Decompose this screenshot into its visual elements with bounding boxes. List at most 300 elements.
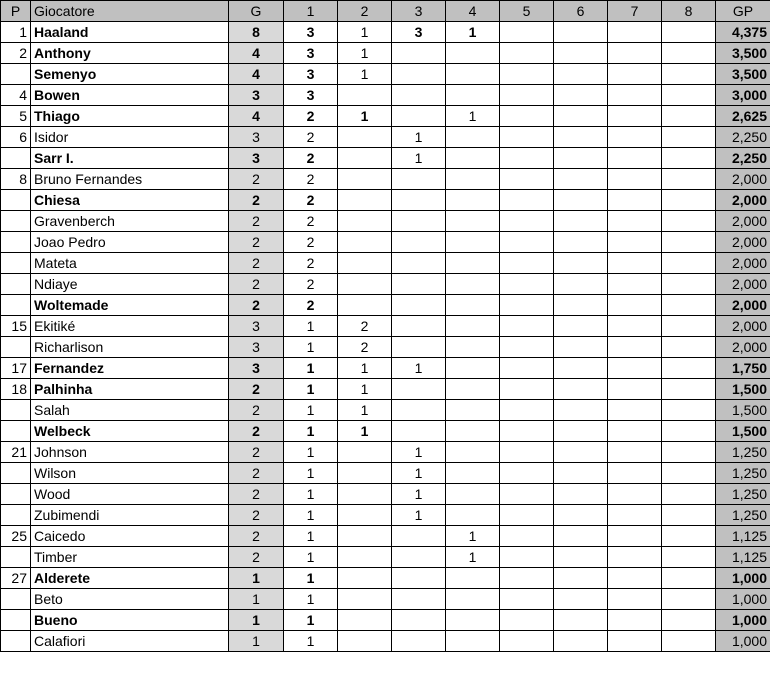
score-cell-8	[662, 505, 716, 526]
position-cell: 5	[1, 106, 31, 127]
player-name-cell: Semenyo	[31, 64, 229, 85]
score-cell-2	[338, 442, 392, 463]
score-cell-6	[554, 463, 608, 484]
score-cell-6	[554, 64, 608, 85]
player-name-cell: Johnson	[31, 442, 229, 463]
gp-cell: 2,000	[716, 190, 770, 211]
games-cell: 3	[229, 358, 284, 379]
table-row[interactable]	[1, 148, 770, 169]
table-row[interactable]	[1, 526, 770, 547]
score-cell-6	[554, 400, 608, 421]
player-name-cell: Richarlison	[31, 337, 229, 358]
score-cell-6	[554, 85, 608, 106]
score-cell-8	[662, 253, 716, 274]
score-cell-1: 3	[284, 64, 338, 85]
player-name-cell: Fernandez	[31, 358, 229, 379]
score-cell-3	[392, 274, 446, 295]
score-cell-6	[554, 547, 608, 568]
games-cell: 2	[229, 400, 284, 421]
score-cell-8	[662, 442, 716, 463]
position-cell: 27	[1, 568, 31, 589]
position-cell	[1, 274, 31, 295]
position-cell: 6	[1, 127, 31, 148]
player-name-cell: Isidor	[31, 127, 229, 148]
player-name-cell: Timber	[31, 547, 229, 568]
score-cell-4	[446, 400, 500, 421]
score-cell-5	[500, 379, 554, 400]
table-row[interactable]	[1, 337, 770, 358]
score-cell-8	[662, 148, 716, 169]
player-name-cell: Alderete	[31, 568, 229, 589]
score-cell-1: 1	[284, 568, 338, 589]
score-cell-1: 3	[284, 43, 338, 64]
player-name-cell: Zubimendi	[31, 505, 229, 526]
score-cell-4	[446, 421, 500, 442]
games-cell: 2	[229, 526, 284, 547]
score-cell-4	[446, 274, 500, 295]
score-cell-8	[662, 400, 716, 421]
score-cell-3	[392, 379, 446, 400]
score-cell-7	[608, 64, 662, 85]
score-cell-8	[662, 484, 716, 505]
score-cell-5	[500, 148, 554, 169]
position-cell: 18	[1, 379, 31, 400]
games-cell: 2	[229, 547, 284, 568]
position-cell	[1, 211, 31, 232]
score-cell-3: 1	[392, 463, 446, 484]
table-row[interactable]	[1, 568, 770, 589]
score-cell-5	[500, 127, 554, 148]
score-cell-3	[392, 211, 446, 232]
score-cell-1: 2	[284, 190, 338, 211]
games-cell: 2	[229, 295, 284, 316]
score-cell-1: 1	[284, 400, 338, 421]
player-name-cell: Chiesa	[31, 190, 229, 211]
score-cell-6	[554, 190, 608, 211]
table-row[interactable]	[1, 274, 770, 295]
table-row[interactable]	[1, 169, 770, 190]
score-cell-2	[338, 568, 392, 589]
gp-cell: 2,000	[716, 295, 770, 316]
table-row[interactable]	[1, 253, 770, 274]
score-cell-5	[500, 610, 554, 631]
score-cell-7	[608, 610, 662, 631]
score-cell-7	[608, 295, 662, 316]
games-cell: 1	[229, 568, 284, 589]
position-cell	[1, 190, 31, 211]
games-cell: 2	[229, 169, 284, 190]
score-cell-1: 2	[284, 295, 338, 316]
table-row[interactable]	[1, 442, 770, 463]
score-cell-8	[662, 568, 716, 589]
score-cell-8	[662, 337, 716, 358]
score-cell-1: 1	[284, 379, 338, 400]
score-cell-1: 1	[284, 484, 338, 505]
score-cell-7	[608, 421, 662, 442]
gp-cell: 1,000	[716, 610, 770, 631]
score-cell-4	[446, 85, 500, 106]
player-name-cell: Sarr I.	[31, 148, 229, 169]
score-cell-2	[338, 85, 392, 106]
score-cell-6	[554, 526, 608, 547]
gp-cell: 2,000	[716, 232, 770, 253]
score-cell-5	[500, 631, 554, 652]
score-cell-6	[554, 337, 608, 358]
gp-cell: 2,625	[716, 106, 770, 127]
score-cell-1: 3	[284, 22, 338, 43]
score-cell-2	[338, 589, 392, 610]
score-cell-4	[446, 568, 500, 589]
score-cell-5	[500, 400, 554, 421]
position-cell	[1, 505, 31, 526]
score-cell-4: 1	[446, 547, 500, 568]
games-cell: 1	[229, 589, 284, 610]
position-cell: 15	[1, 316, 31, 337]
table-row[interactable]	[1, 43, 770, 64]
score-cell-3	[392, 232, 446, 253]
score-cell-5	[500, 43, 554, 64]
score-cell-7	[608, 337, 662, 358]
position-cell	[1, 610, 31, 631]
score-cell-2	[338, 274, 392, 295]
gp-cell: 3,500	[716, 43, 770, 64]
table-row[interactable]	[1, 379, 770, 400]
player-name-cell: Haaland	[31, 22, 229, 43]
header-col-5[interactable]: 5	[500, 1, 554, 22]
score-cell-5	[500, 484, 554, 505]
score-cell-2	[338, 547, 392, 568]
score-cell-4	[446, 589, 500, 610]
games-cell: 3	[229, 337, 284, 358]
player-name-cell: Welbeck	[31, 421, 229, 442]
gp-cell: 2,000	[716, 211, 770, 232]
table-row[interactable]	[1, 589, 770, 610]
position-cell: 1	[1, 22, 31, 43]
table-row[interactable]	[1, 295, 770, 316]
gp-cell: 2,000	[716, 316, 770, 337]
score-cell-7	[608, 85, 662, 106]
score-cell-7	[608, 148, 662, 169]
table-row[interactable]	[1, 505, 770, 526]
table-row[interactable]	[1, 85, 770, 106]
score-cell-2	[338, 232, 392, 253]
header-col-6[interactable]: 6	[554, 1, 608, 22]
header-col-8[interactable]: 8	[662, 1, 716, 22]
score-cell-2: 1	[338, 106, 392, 127]
score-cell-4	[446, 232, 500, 253]
table-row[interactable]	[1, 358, 770, 379]
score-cell-3	[392, 190, 446, 211]
score-cell-4: 1	[446, 106, 500, 127]
player-name-cell: Wilson	[31, 463, 229, 484]
score-cell-7	[608, 211, 662, 232]
gp-cell: 2,000	[716, 169, 770, 190]
score-cell-2	[338, 631, 392, 652]
score-cell-3: 1	[392, 358, 446, 379]
score-cell-8	[662, 610, 716, 631]
table-row[interactable]	[1, 484, 770, 505]
score-cell-3: 1	[392, 505, 446, 526]
score-cell-6	[554, 631, 608, 652]
games-cell: 3	[229, 316, 284, 337]
table-row[interactable]	[1, 232, 770, 253]
table-row[interactable]	[1, 316, 770, 337]
score-cell-5	[500, 421, 554, 442]
score-cell-5	[500, 253, 554, 274]
table-row[interactable]	[1, 421, 770, 442]
score-cell-7	[608, 442, 662, 463]
score-cell-3	[392, 106, 446, 127]
header-gp[interactable]: GP	[716, 1, 770, 22]
score-cell-5	[500, 547, 554, 568]
score-cell-4	[446, 211, 500, 232]
score-cell-5	[500, 22, 554, 43]
gp-cell: 1,250	[716, 505, 770, 526]
score-cell-2	[338, 610, 392, 631]
table-body	[1, 22, 770, 652]
score-cell-5	[500, 463, 554, 484]
position-cell: 17	[1, 358, 31, 379]
score-cell-5	[500, 568, 554, 589]
games-cell: 1	[229, 631, 284, 652]
score-cell-7	[608, 43, 662, 64]
games-cell: 2	[229, 274, 284, 295]
score-cell-4	[446, 610, 500, 631]
score-cell-7	[608, 568, 662, 589]
score-cell-2	[338, 148, 392, 169]
games-cell: 2	[229, 463, 284, 484]
games-cell: 2	[229, 442, 284, 463]
table-row[interactable]	[1, 127, 770, 148]
player-name-cell: Mateta	[31, 253, 229, 274]
player-name-cell: Ndiaye	[31, 274, 229, 295]
player-name-cell: Bruno Fernandes	[31, 169, 229, 190]
games-cell: 3	[229, 85, 284, 106]
score-cell-3	[392, 631, 446, 652]
table-row[interactable]	[1, 22, 770, 43]
score-cell-5	[500, 232, 554, 253]
score-cell-8	[662, 127, 716, 148]
score-cell-5	[500, 190, 554, 211]
player-name-cell: Caicedo	[31, 526, 229, 547]
score-cell-3	[392, 253, 446, 274]
table-row[interactable]	[1, 190, 770, 211]
position-cell	[1, 232, 31, 253]
gp-cell: 4,375	[716, 22, 770, 43]
position-cell	[1, 64, 31, 85]
player-name-cell: Bowen	[31, 85, 229, 106]
header-row	[1, 1, 770, 22]
score-cell-7	[608, 316, 662, 337]
score-cell-3	[392, 610, 446, 631]
player-name-cell: Thiago	[31, 106, 229, 127]
position-cell	[1, 148, 31, 169]
score-cell-2	[338, 463, 392, 484]
score-cell-5	[500, 106, 554, 127]
header-col-7[interactable]: 7	[608, 1, 662, 22]
score-cell-1: 1	[284, 610, 338, 631]
position-cell	[1, 631, 31, 652]
gp-cell: 2,000	[716, 274, 770, 295]
score-cell-8	[662, 190, 716, 211]
score-cell-1: 1	[284, 631, 338, 652]
score-cell-4	[446, 43, 500, 64]
games-cell: 2	[229, 379, 284, 400]
score-cell-4	[446, 190, 500, 211]
score-cell-1: 1	[284, 505, 338, 526]
score-cell-3: 1	[392, 148, 446, 169]
score-cell-6	[554, 295, 608, 316]
score-cell-8	[662, 547, 716, 568]
score-cell-6	[554, 589, 608, 610]
score-cell-1: 1	[284, 589, 338, 610]
gp-cell: 1,000	[716, 631, 770, 652]
score-cell-7	[608, 547, 662, 568]
position-cell: 2	[1, 43, 31, 64]
gp-cell: 1,000	[716, 568, 770, 589]
score-cell-6	[554, 253, 608, 274]
score-cell-6	[554, 316, 608, 337]
position-cell	[1, 589, 31, 610]
header-position[interactable]: P	[1, 1, 31, 22]
table-row[interactable]	[1, 64, 770, 85]
gp-cell: 1,500	[716, 421, 770, 442]
score-cell-8	[662, 169, 716, 190]
score-cell-2	[338, 211, 392, 232]
score-cell-5	[500, 85, 554, 106]
header-col-4[interactable]: 4	[446, 1, 500, 22]
score-cell-6	[554, 610, 608, 631]
player-name-cell: Palhinha	[31, 379, 229, 400]
score-cell-1: 2	[284, 148, 338, 169]
score-cell-1: 2	[284, 106, 338, 127]
games-cell: 2	[229, 421, 284, 442]
score-cell-4	[446, 442, 500, 463]
score-cell-8	[662, 631, 716, 652]
score-cell-7	[608, 400, 662, 421]
score-cell-3	[392, 547, 446, 568]
score-cell-5	[500, 358, 554, 379]
player-name-cell: Woltemade	[31, 295, 229, 316]
gp-cell: 1,250	[716, 442, 770, 463]
score-cell-5	[500, 526, 554, 547]
score-cell-8	[662, 295, 716, 316]
score-cell-4	[446, 64, 500, 85]
score-cell-5	[500, 316, 554, 337]
score-cell-4	[446, 484, 500, 505]
header-col-1[interactable]: 1	[284, 1, 338, 22]
score-cell-3	[392, 526, 446, 547]
score-cell-2	[338, 190, 392, 211]
table-row[interactable]	[1, 610, 770, 631]
score-cell-4	[446, 505, 500, 526]
score-cell-3: 1	[392, 442, 446, 463]
score-cell-1: 1	[284, 421, 338, 442]
score-cell-2: 2	[338, 316, 392, 337]
position-cell: 21	[1, 442, 31, 463]
score-cell-3	[392, 64, 446, 85]
score-cell-5	[500, 337, 554, 358]
score-cell-7	[608, 379, 662, 400]
score-cell-1: 1	[284, 547, 338, 568]
score-cell-4	[446, 316, 500, 337]
score-cell-4	[446, 127, 500, 148]
score-cell-7	[608, 253, 662, 274]
score-cell-2: 1	[338, 358, 392, 379]
score-cell-7	[608, 463, 662, 484]
gp-cell: 1,125	[716, 526, 770, 547]
table-row[interactable]	[1, 463, 770, 484]
score-cell-2: 1	[338, 64, 392, 85]
position-cell	[1, 547, 31, 568]
score-cell-8	[662, 358, 716, 379]
games-cell: 2	[229, 505, 284, 526]
score-cell-3	[392, 85, 446, 106]
table-row[interactable]	[1, 547, 770, 568]
table-row[interactable]	[1, 631, 770, 652]
score-cell-7	[608, 169, 662, 190]
score-cell-1: 1	[284, 358, 338, 379]
score-cell-6	[554, 169, 608, 190]
score-cell-3: 1	[392, 127, 446, 148]
position-cell	[1, 295, 31, 316]
score-cell-1: 2	[284, 274, 338, 295]
table-row[interactable]	[1, 106, 770, 127]
position-cell	[1, 337, 31, 358]
score-cell-8	[662, 316, 716, 337]
header-games[interactable]: G	[229, 1, 284, 22]
score-cell-6	[554, 22, 608, 43]
score-cell-6	[554, 232, 608, 253]
gp-cell: 3,000	[716, 85, 770, 106]
score-cell-8	[662, 232, 716, 253]
header-player[interactable]: Giocatore	[31, 1, 229, 22]
score-cell-5	[500, 295, 554, 316]
score-cell-6	[554, 442, 608, 463]
table-row[interactable]	[1, 400, 770, 421]
score-cell-4	[446, 337, 500, 358]
score-cell-1: 1	[284, 337, 338, 358]
table-row[interactable]	[1, 211, 770, 232]
score-cell-5	[500, 64, 554, 85]
games-cell: 2	[229, 190, 284, 211]
header-col-2[interactable]: 2	[338, 1, 392, 22]
score-cell-3: 1	[392, 484, 446, 505]
score-cell-6	[554, 505, 608, 526]
score-cell-4: 1	[446, 526, 500, 547]
score-cell-4	[446, 463, 500, 484]
score-cell-7	[608, 358, 662, 379]
games-cell: 2	[229, 232, 284, 253]
score-cell-8	[662, 85, 716, 106]
player-name-cell: Anthony	[31, 43, 229, 64]
position-cell	[1, 400, 31, 421]
gp-cell: 3,500	[716, 64, 770, 85]
score-cell-3	[392, 568, 446, 589]
score-cell-6	[554, 358, 608, 379]
score-cell-7	[608, 22, 662, 43]
score-cell-6	[554, 379, 608, 400]
score-cell-3: 3	[392, 22, 446, 43]
games-cell: 3	[229, 127, 284, 148]
score-cell-5	[500, 274, 554, 295]
header-col-3[interactable]: 3	[392, 1, 446, 22]
score-cell-6	[554, 484, 608, 505]
position-cell	[1, 484, 31, 505]
score-cell-6	[554, 421, 608, 442]
score-cell-2	[338, 526, 392, 547]
score-cell-1: 1	[284, 526, 338, 547]
